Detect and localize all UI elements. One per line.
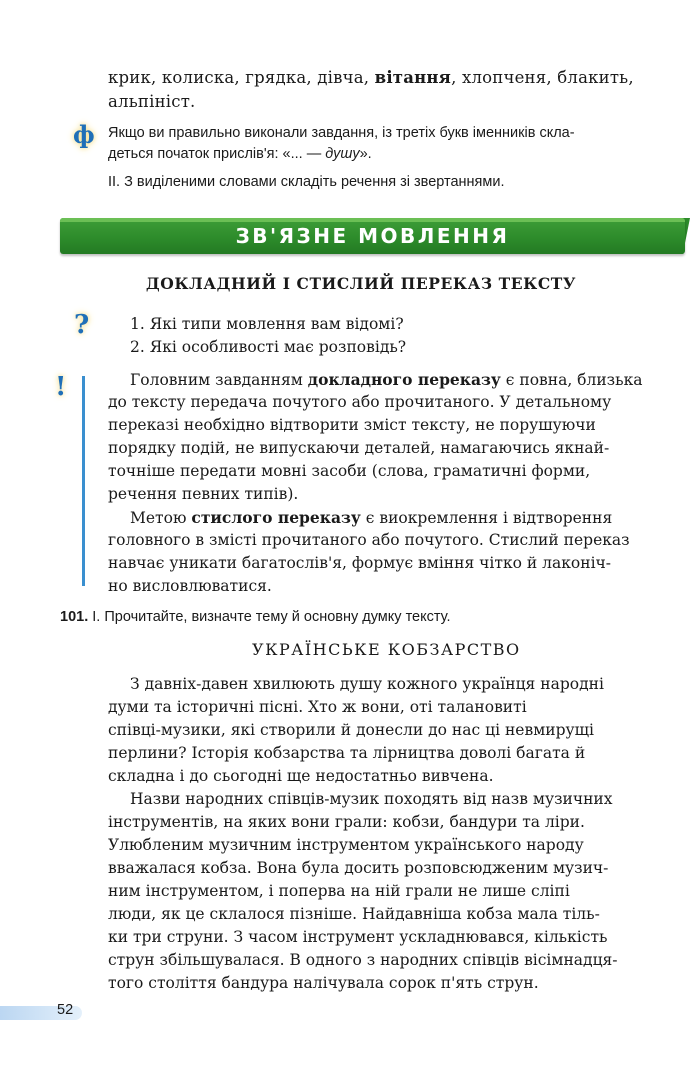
exercise-101	[60, 609, 451, 625]
page-number: 52	[57, 1002, 74, 1018]
section-banner	[60, 218, 685, 254]
rule-p1-line-6: речення певних типів).	[108, 485, 299, 503]
exercise-number: 101.	[60, 609, 89, 625]
rule-p1-line-5: точніше передати мовні засоби (слова, граматичні форми,	[108, 462, 591, 480]
rule-p2-line-4: но висловлюватися.	[108, 577, 272, 595]
rule-p1-line-1: Головним завданням докладного переказу є повна, близька	[130, 370, 643, 389]
word-list-line-2: альпініст.	[108, 92, 196, 111]
question-2: 2. Які особливості має розповідь?	[130, 338, 407, 356]
bold-word: вітання	[374, 68, 452, 87]
text-line: Улюбленим музичним інструментом українського народу	[108, 836, 584, 854]
key-symbol-icon: ф	[73, 120, 95, 149]
question-mark-icon: ?	[74, 310, 90, 340]
text-line: Назви народних співців-музик походять від назв музичних	[130, 790, 613, 808]
text-line: люди, як це склалося пізніше. Найдавніша кобза мала тіль-	[108, 905, 600, 923]
rule-p2-line-3: навчає уникати багатослів'я, формує вміння чітко й лаконіч-	[108, 554, 612, 572]
exclamation-icon: !	[55, 372, 67, 402]
text-line: ним інструментом, і поперва на ній грали не лише сліпі	[108, 882, 570, 900]
question-1: 1. Які типи мовлення вам відомі?	[130, 315, 404, 333]
text-line: З давніх-давен хвилюють душу кожного українця народні	[130, 675, 604, 693]
exercise-task: І. Прочитайте, визначте тему й основну думку тексту.	[92, 609, 451, 625]
rule-bar	[82, 376, 85, 586]
text-line: співці-музики, які створили й донесли до нас ці невмирущі	[108, 721, 594, 739]
rule-p1-line-3: переказі необхідно відтворити зміст тексту, не порушуючи	[108, 416, 596, 434]
rule-p1-line-4: порядку подій, не випускаючи деталей, намагаючись якнай-	[108, 439, 610, 457]
text-line: того століття бандура налічувала сорок п'ять струн.	[108, 974, 539, 992]
rule-p1-line-2: до тексту передача почутого або прочитаного. У детальному	[108, 393, 612, 411]
rule-p2-line-2: головного в змісті прочитаного або почутого. Стислий переказ	[108, 531, 630, 549]
text-line: ки три струни. З часом інструмент ускладнювався, кількість	[108, 928, 608, 946]
text-line: перлини? Історія кобзарства та лірництва доволі багата й	[108, 744, 586, 762]
text-title: УКРАЇНСЬКЕ КОБЗАРСТВО	[252, 640, 521, 659]
text-line: складна і до сьогодні ще недостатньо вивчена.	[108, 767, 494, 785]
note-line-1: Якщо ви правильно виконали завдання, із третіх букв іменників скла-	[108, 125, 575, 141]
task-2-text: ІІ. З виділеними словами складіть речення зі звертаннями.	[108, 174, 505, 190]
text-line: інструментів, на яких вони грали: кобзи, бандури та ліри.	[108, 813, 585, 831]
note-line-2: деться початок прислів'я: «... — душу».	[108, 146, 372, 162]
rule-p2-line-1: Метою стислого переказу є виокремлення і відтворення	[130, 508, 613, 527]
text-line: думи та історичні пісні. Хто ж вони, оті талановиті	[108, 698, 527, 716]
text-line: струн збільшувалася. В одного з народних співців вісімнадця-	[108, 951, 618, 969]
section-heading: ДОКЛАДНИЙ І СТИСЛИЙ ПЕРЕКАЗ ТЕКСТУ	[145, 274, 577, 293]
text-line: вважалася кобза. Вона була досить розповсюдженим музич-	[108, 859, 609, 877]
banner-title: ЗВ'ЯЗНЕ МОВЛЕННЯ	[235, 224, 510, 248]
word-list-line-1: крик, колиска, грядка, дівча, вітання, хлопченя, блакить,	[108, 68, 634, 87]
